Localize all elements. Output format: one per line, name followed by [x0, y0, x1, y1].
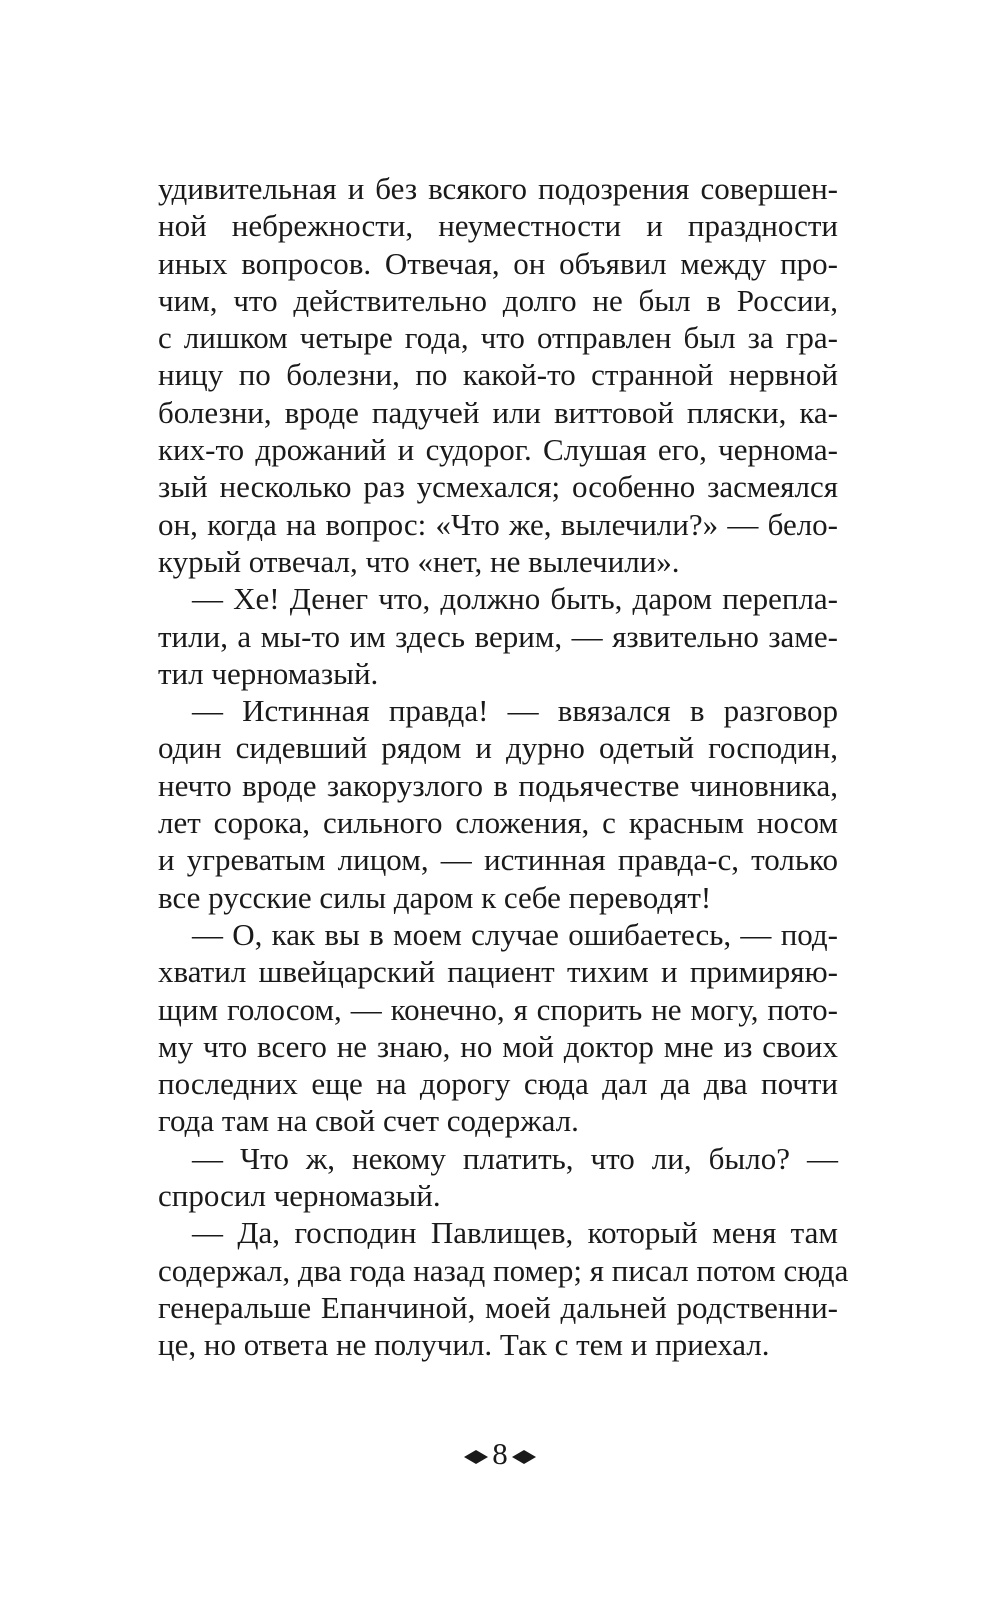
text-line: все русские силы даром к себе переводят!	[158, 879, 712, 915]
text-line: це, но ответа не получил. Так с тем и приехал.	[158, 1327, 770, 1363]
text-block	[158, 170, 849, 1364]
text-line: нечто вроде закорузлого в подьячестве чиновника,	[158, 767, 838, 803]
text-line: курый отвечал, что «нет, не вылечили».	[158, 543, 680, 579]
text-line: ких-то дрожаний и судорог. Слушая его, чернома-	[158, 432, 838, 468]
text-line: лет сорока, сильного сложения, с красным носом	[158, 805, 838, 841]
text-line: один сидевший рядом и дурно одетый господин,	[158, 730, 838, 766]
text-line: генеральше Епанчиной, моей дальней родственни-	[158, 1289, 838, 1325]
text-line: чим, что действительно долго не был в России,	[158, 282, 838, 318]
text-line: болезни, вроде падучей или виттовой пляски, ка-	[158, 394, 838, 430]
text-line: содержал, два года назад помер; я писал потом сюда	[158, 1252, 849, 1288]
text-line: — Что ж, некому платить, что ли, было? —	[192, 1140, 838, 1176]
text-line: — Да, господин Павлищев, который меня там	[192, 1215, 838, 1251]
text-line: зый несколько раз усмехался; особенно засмеялся	[158, 469, 838, 505]
text-line: ной небрежности, неуместности и праздности	[158, 208, 838, 244]
diamond-ornament-icon	[464, 1449, 488, 1465]
text-line: ницу по болезни, по какой-то странной нервной	[158, 357, 838, 393]
text-line: щим голосом, — конечно, я спорить не могу, пото-	[158, 991, 838, 1027]
text-line: му что всего не знаю, но мой доктор мне из своих	[158, 1028, 838, 1064]
text-line: последних еще на дорогу сюда дал да два почти	[158, 1066, 838, 1102]
page-number: 8	[492, 1436, 508, 1471]
text-line: удивительная и без всякого подозрения совершен-	[158, 171, 838, 206]
text-line: — О, как вы в моем случае ошибаетесь, — под-	[192, 916, 838, 952]
text-line: тил черномазый.	[158, 655, 379, 691]
text-line: иных вопросов. Отвечая, он объявил между про-	[158, 245, 838, 281]
diamond-ornament-icon	[512, 1449, 536, 1465]
text-line: хватил швейцарский пациент тихим и примиряю-	[158, 954, 838, 990]
text-line: и угреватым лицом, — истинная правда-с, только	[158, 842, 838, 878]
text-line: тили, а мы-то им здесь верим, — язвительно заме-	[158, 618, 838, 654]
page-number-footer	[0, 1434, 1000, 1474]
text-line: с лишком четыре года, что отправлен был за гра-	[158, 320, 838, 356]
text-line: спросил черномазый.	[158, 1178, 441, 1214]
text-line: — Хе! Денег что, должно быть, даром перепла-	[192, 581, 838, 617]
text-line: — Истинная правда! — ввязался в разговор	[192, 693, 838, 729]
text-line: он, когда на вопрос: «Что же, вылечили?» — бело-	[158, 506, 838, 542]
text-line: года там на свой счет содержал.	[158, 1103, 579, 1139]
